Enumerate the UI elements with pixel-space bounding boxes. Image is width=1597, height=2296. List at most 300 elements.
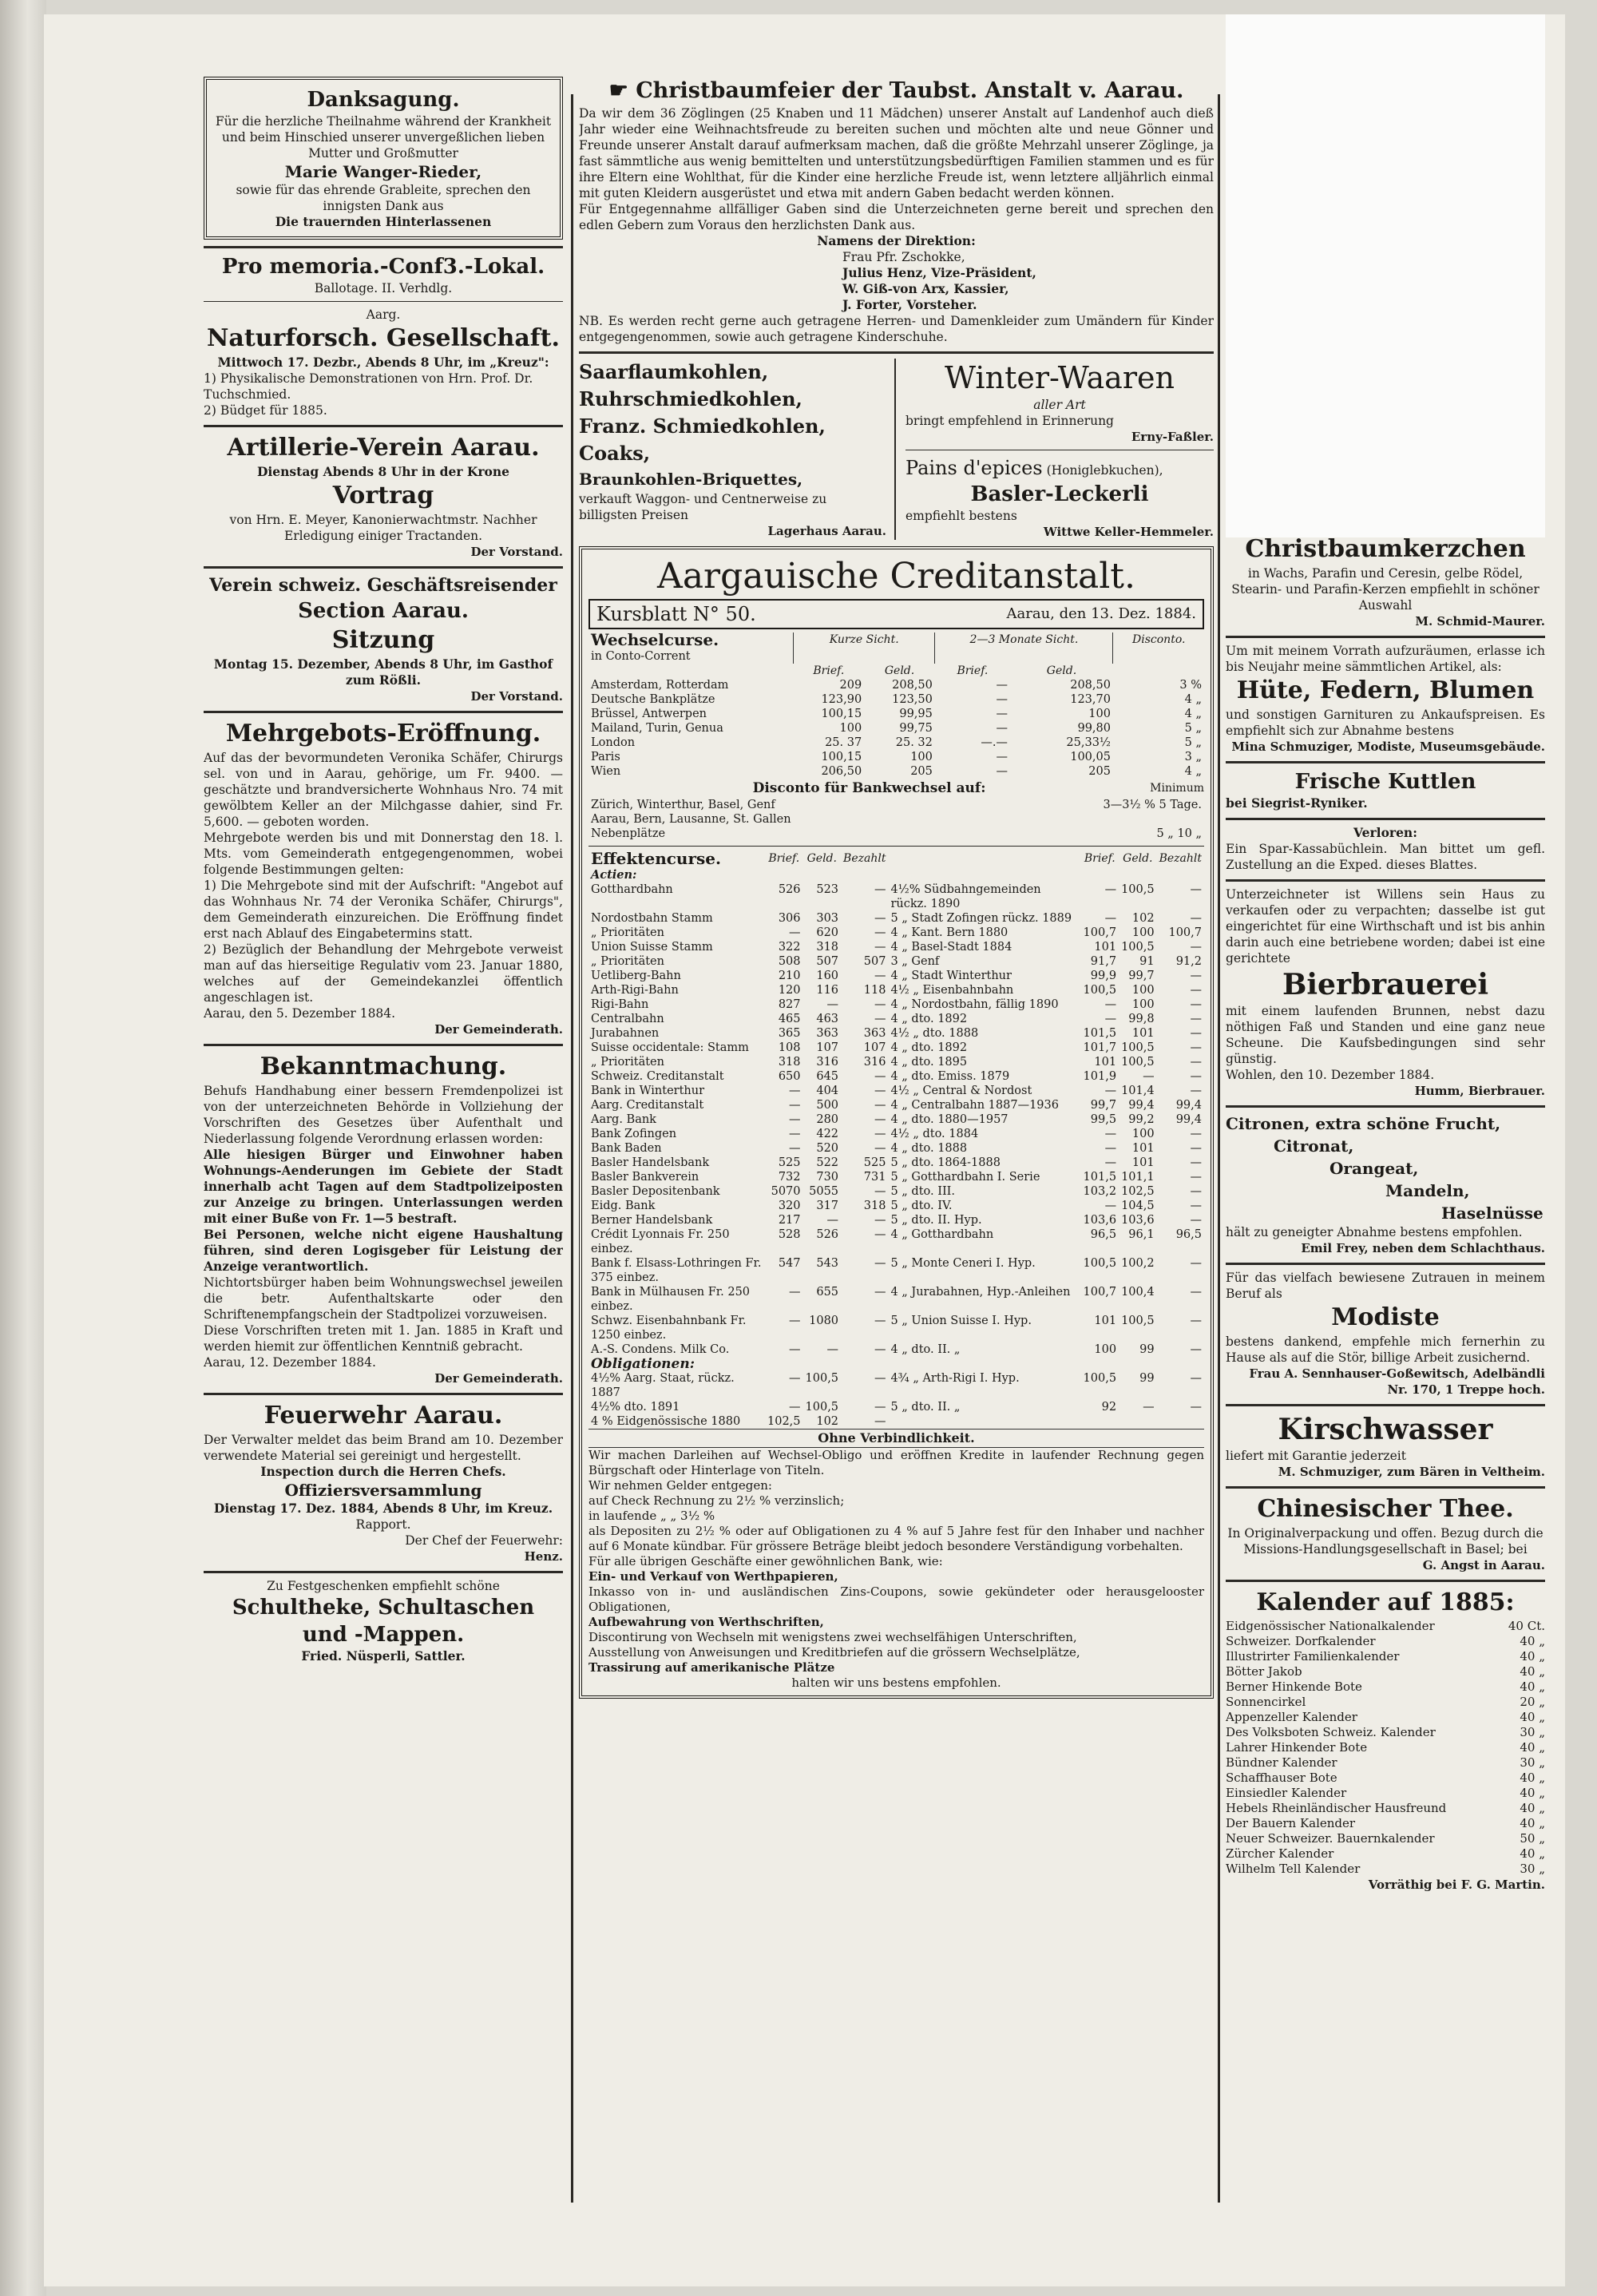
effekten-row [588, 1256, 1204, 1285]
table-cell: 99 [1139, 1343, 1155, 1356]
ad-body: und sonstigen Garnituren zu Ankaufspreisen. Es empfiehlt sich zur Abnahme bestens [1226, 708, 1545, 738]
table-cell: 322 [778, 941, 801, 954]
table-cell: 100,7 [1168, 926, 1202, 939]
ad-title: und -Mappen. [302, 1623, 465, 1647]
ad-winter-waaren [896, 359, 1214, 540]
ad-body: bei Siegrist-Ryniker. [1226, 795, 1368, 811]
table-cell [1119, 1414, 1157, 1429]
column-header: Brief. [957, 664, 989, 677]
book-spine [0, 0, 46, 2296]
table-cell [1157, 1414, 1204, 1429]
table-cell: — [1190, 1041, 1202, 1054]
ad-paragraph: Behufs Handhabung einer bessern Fremdenpolizei ist von der unterzeichneten Behörde in Vollziehung der Vorschriften des Gesetzes über Aufenthalt und Niederlassung folgende Verordnung erlassen worden: [204, 1084, 563, 1146]
ad-item: Saarflaumkohlen, [579, 360, 769, 383]
ad-date: Wohlen, den 10. Dezember 1884. [1226, 1068, 1435, 1082]
effekten-row [588, 1227, 1204, 1256]
table-cell: — [1190, 912, 1202, 925]
ads-row [579, 359, 1214, 540]
table-cell: — [1104, 1085, 1117, 1097]
ad-kohlen [579, 359, 896, 540]
ad-item: Haselnüsse [1441, 1204, 1544, 1223]
table-cell: — [996, 693, 1008, 706]
ad-note: NB. Es werden recht gerne auch getragene Herren- und Damenkleider zum Umändern für Kinder entgegengenommen, sowie auch getragene Kinderschuhe. [579, 314, 1214, 344]
ad-signature: Mina Schmuziger, Modiste, Museumsgebäude. [1231, 740, 1545, 754]
table-cell: 3 „ [1184, 751, 1202, 763]
table-cell: 40 „ [1520, 1801, 1545, 1815]
table-cell: 99,4 [1128, 1099, 1155, 1112]
ad-item: Ruhrschmiedkohlen, [579, 387, 802, 410]
table-cell: 316 [863, 1056, 886, 1069]
table-cell: Crédit Lyonnais Fr. 250 einbez. [591, 1228, 730, 1255]
table-cell: — [826, 1343, 839, 1356]
ad-paragraph: 1) Die Mehrgebote sind mit der Aufschrift: "Angebot auf das Wohnhaus Nr. 74 der Veronika Schäfer, Chirurgs", dem Gemeinderath einzureichen. Die Eröffnung findet erst nach Ablauf des Eingabetermins statt. [204, 878, 563, 941]
table-cell: 4 „ Basel-Stadt 1884 [890, 941, 1012, 954]
table-cell: 320 [778, 1200, 801, 1212]
table-cell: Der Bauern Kalender [1226, 1816, 1356, 1830]
disconto-value: 5 „ 10 „ [1156, 827, 1202, 840]
table-cell: Schweizer. Dorfkalender [1226, 1634, 1376, 1648]
ad-body: bringt empfehlend in Erinnerung [905, 414, 1114, 428]
table-cell: Deutsche Bankplätze [591, 693, 715, 706]
table-cell: 5 „ Union Suisse I. Hyp. [890, 1315, 1032, 1327]
ad-date: Aarau, den 5. Dezember 1884. [204, 1006, 396, 1021]
ad-title: Basler-Leckerli [970, 482, 1149, 506]
ad-naturforsch [204, 307, 563, 418]
table-cell: 100,5 [1121, 1041, 1155, 1054]
table-cell: 205 [1088, 765, 1111, 778]
table-cell: 102,5 [1121, 1185, 1155, 1198]
table-cell: 99,8 [1128, 1013, 1155, 1025]
table-cell: Bank f. Elsass-Lothringen Fr. 375 einbez. [591, 1257, 762, 1284]
table-cell: 99,5 [1090, 1113, 1117, 1126]
ad-title: Kalender auf 1885: [1256, 1588, 1515, 1616]
table-cell: 101 [1094, 1315, 1117, 1327]
ad-signature: M. Schmuziger, zum Bären in Veltheim. [1278, 1465, 1545, 1479]
bank-text: halten wir uns bestens empfohlen. [791, 1675, 1001, 1690]
ad-body: verkauft Waggon- und Centnerweise zu billigsten Preisen [579, 492, 827, 522]
ad-title: Mehrgebots-Eröffnung. [225, 720, 541, 747]
table-cell: — [1104, 1013, 1117, 1025]
column-header: 2—3 Monate Sicht. [935, 632, 1113, 664]
table-cell: — [874, 926, 886, 939]
effekten-row [588, 1342, 1204, 1357]
ad-title: Naturforsch. Gesellschaft. [206, 324, 560, 352]
table-cell: — [996, 722, 1008, 735]
disconto-title: Disconto für Bankwechsel auf: [752, 780, 986, 796]
table-cell: 363 [863, 1027, 886, 1040]
effekten-row [588, 1141, 1204, 1156]
table-cell: 5 „ dto. 1864-1888 [890, 1156, 1001, 1169]
table-cell: 123,70 [1070, 693, 1111, 706]
ad-name: Julius Henz, Vize-Präsident, [842, 265, 1036, 280]
ad-subtitle: Section Aarau. [298, 599, 469, 623]
table-cell: 210 [778, 970, 801, 982]
ad-subtitle: Ballotage. II. Verhdlg. [314, 281, 453, 295]
ad-headline: Sitzung [331, 626, 435, 654]
disconto-value: 3—3½ % 5 Tage. [1103, 799, 1202, 811]
table-cell: — [1190, 1056, 1202, 1069]
table-cell: — [1190, 1286, 1202, 1299]
table-cell: 5 „ dto. II. „ [890, 1401, 961, 1414]
table-cell: Mailand, Turin, Genua [591, 722, 723, 735]
table-cell: 101,9 [1083, 1070, 1117, 1083]
ad-item: Orangeat, [1330, 1159, 1419, 1178]
table-cell: Basler Depositenbank [591, 1185, 720, 1198]
kalender-item [1226, 1862, 1545, 1877]
effekten-row [588, 954, 1204, 969]
table-cell: Eidgenössischer Nationalkalender [1226, 1619, 1435, 1633]
table-cell: Lahrer Hinkender Bote [1226, 1740, 1368, 1755]
table-cell: Hebels Rheinländischer Hausfreund [1226, 1801, 1447, 1815]
table-cell: Jurabahnen [591, 1027, 660, 1040]
kalender-item [1226, 1710, 1545, 1725]
table-cell: 4 „ [1184, 693, 1202, 706]
table-cell: 404 [816, 1085, 839, 1097]
table-title: Effektencurse. [591, 849, 721, 868]
table-cell: Nordostbahn Stamm [591, 912, 713, 925]
column-header: Kurze Sicht. [794, 632, 935, 664]
table-cell: Neuer Schweizer. Bauernkalender [1226, 1831, 1435, 1846]
ad-item: Braunkohlen-Briquettes, [579, 470, 803, 489]
table-cell: 118 [863, 984, 886, 997]
kalender-item [1226, 1664, 1545, 1679]
table-cell: 40 „ [1520, 1816, 1545, 1830]
table-cell: 99,4 [1175, 1113, 1202, 1126]
table-cell: — [1143, 1401, 1155, 1414]
table-cell: 4 „ [1184, 765, 1202, 778]
table-cell: Berner Handelsbank [591, 1214, 713, 1227]
table-cell: 100,5 [1121, 1315, 1155, 1327]
table-cell: — [789, 1142, 801, 1155]
table-cell: 507 [816, 955, 839, 968]
ad-name: Frau Pfr. Zschokke, [842, 250, 965, 264]
ad-citronen [1226, 1112, 1545, 1256]
table-cell: 317 [816, 1200, 839, 1212]
ad-kuttlen [1226, 768, 1545, 811]
wechsel-row [588, 750, 1204, 764]
table-cell: 102 [816, 1415, 839, 1428]
table-cell: 107 [863, 1041, 886, 1054]
table-cell: 730 [816, 1171, 839, 1184]
table-cell: Schaffhauser Bote [1226, 1771, 1337, 1785]
table-cell: 4 „ dto. 1895 [890, 1056, 968, 1069]
wechsel-row [588, 721, 1204, 736]
table-cell: Arth-Rigi-Bahn [591, 984, 679, 997]
ad-line: Dienstag 17. Dez. 1884, Abends 8 Uhr, im Kreuz. [213, 1501, 553, 1516]
table-cell: 525 [778, 1156, 801, 1169]
table-cell: 101 [1131, 1142, 1155, 1155]
table-subtitle: Actien: [591, 868, 637, 882]
table-cell: 40 „ [1520, 1771, 1545, 1785]
ad-christbaumkerzchen [1226, 533, 1545, 629]
table-cell: Rigi-Bahn [591, 998, 649, 1011]
ad-paragraph: 2) Bezüglich der Behandlung der Mehrgebote verweist man auf das hierseitige Regulativ vom 23. Januar 1880, welches auf der Gemeindekanzlei öffentlich angeschlagen ist. [204, 942, 563, 1005]
table-cell: 500 [816, 1099, 839, 1112]
effekten-row [588, 997, 1204, 1012]
effekten-row [588, 1184, 1204, 1199]
table-cell: — [1190, 941, 1202, 954]
table-cell: —.— [981, 736, 1008, 749]
table-cell: 523 [816, 883, 839, 896]
table-cell: — [789, 1286, 801, 1299]
ad-body: bestens dankend, empfehle mich fernerhin zu Hause als auf die Stör, billige Arbeit zusichernd. [1226, 1334, 1545, 1365]
table-cell: 92 [1101, 1401, 1117, 1414]
table-cell: 732 [778, 1171, 801, 1184]
table-cell: — [874, 1372, 886, 1385]
ad-body: sowie für das ehrende Grableite, sprechen den innigsten Dank aus [236, 183, 531, 213]
ad-line: Namens der Direktion: [817, 233, 976, 248]
table-cell: 40 „ [1520, 1740, 1545, 1755]
table-cell: 5055 [809, 1185, 839, 1198]
ad-paragraph: Alle hiesigen Bürger und Einwohner haben Wohnungs-Aenderungen im Gebiete der Stadt innerhalb acht Tagen auf dem Stadtpolizeiposten zur Anzeige zu bringen. Unterlassungen werden mit einer Buße von Fr. 1—5 bestraft. [204, 1147, 563, 1226]
table-cell: 40 „ [1520, 1679, 1545, 1694]
table-cell: 50 „ [1520, 1831, 1545, 1846]
table-cell: 103,2 [1083, 1185, 1117, 1198]
ad-paragraph: Da wir dem 36 Zöglingen (25 Knaben und 11 Mädchen) unserer Anstalt auf Landenhof auch dieß Jahr wieder eine Weihnachtsfreude zu bereiten suchen und möchten alte und neue Gönner und Freunde unserer Anstalt darauf aufmerksam machen, daß die größte Mehrzahl unserer Zöglinge, ja fast sämmtliche aus wenig bemittelten und unterstützungsbedürftigen Familien stammen und es für ihre Eltern eine Wohlthat, für die Kinder eine herzliche Freude ist, wenn letztere alljährlich einmal mit guten Kleidern ausgerüstet und etwa mit andern Gaben bedacht werden können. [579, 106, 1214, 200]
ad-line: Montag 15. Dezember, Abends 8 Uhr, im Gasthof zum Rößli. [213, 656, 553, 688]
table-cell: 25. 37 [825, 736, 862, 749]
table-cell: 100 [1131, 984, 1155, 997]
table-cell: 4 „ Nordostbahn, fällig 1890 [890, 998, 1059, 1011]
ad-artillerie [204, 432, 563, 560]
table-cell: 40 „ [1520, 1846, 1545, 1861]
table-cell: A.-S. Condens. Milk Co. [591, 1343, 730, 1356]
table-cell: 4¾ „ Arth-Rigi I. Hyp. [890, 1372, 1020, 1385]
table-cell: — [1104, 1156, 1117, 1169]
table-cell: 4½% Südbahngemeinden rückz. 1890 [890, 883, 1041, 910]
table-cell: 655 [816, 1286, 839, 1299]
ad-signature: M. Schmid-Maurer. [1415, 614, 1545, 629]
kalender-list [1226, 1619, 1545, 1877]
table-cell: 520 [816, 1142, 839, 1155]
table-cell: 99,4 [1175, 1099, 1202, 1112]
column-header: Bezahlt [1159, 852, 1202, 865]
table-cell [1081, 1414, 1119, 1429]
effekten-row [588, 1112, 1204, 1127]
ad-item: 1) Physikalische Demonstrationen von Hrn. Prof. Dr. Tuchschmied. [204, 371, 533, 402]
effekten-row [588, 1199, 1204, 1213]
ad-mehrgebots [204, 718, 563, 1037]
table-cell: 1080 [809, 1315, 839, 1327]
table-cell: — [874, 1286, 886, 1299]
table-cell: 100,05 [1070, 751, 1111, 763]
table-cell: 100,15 [821, 708, 862, 720]
wechselcurse-table [588, 632, 1204, 779]
table-cell: 363 [816, 1027, 839, 1040]
table-cell: 40 „ [1520, 1649, 1545, 1664]
table-cell: 4 „ Gotthardbahn [890, 1228, 994, 1241]
bank-service: Inkasso von in- und ausländischen Zins-Coupons, sowie gekündeter oder herausgelooster Obligationen, [588, 1584, 1204, 1614]
ad-creditanstalt [579, 546, 1214, 1699]
table-cell: 507 [863, 955, 886, 968]
table-cell: — [874, 883, 886, 896]
column-header: Bezahlt [843, 852, 886, 865]
effekten-row [588, 1098, 1204, 1112]
table-cell: Gotthardbahn [591, 883, 673, 896]
table-cell: London [591, 736, 636, 749]
table-cell: 5 „ Stadt Zofingen rückz. 1889 [890, 912, 1072, 925]
table-cell: 101,5 [1083, 1027, 1117, 1040]
table-cell: 30 „ [1520, 1862, 1545, 1876]
obligationen-row [588, 1414, 1204, 1429]
table-cell: — [1190, 984, 1202, 997]
table-cell: 123,90 [821, 693, 862, 706]
table-cell: 100,7 [1083, 926, 1117, 939]
table-cell: 91 [1139, 955, 1155, 968]
table-cell: — [874, 1013, 886, 1025]
table-cell: — [874, 1070, 886, 1083]
table-cell: 528 [778, 1228, 801, 1241]
effekten-row [588, 1084, 1204, 1098]
table-cell: 116 [816, 984, 839, 997]
table-cell: 96,1 [1128, 1228, 1155, 1241]
table-cell: Einsiedler Kalender [1226, 1786, 1347, 1800]
ad-title: Bekanntmachung. [260, 1053, 507, 1081]
table-cell: 100 [910, 751, 933, 763]
ad-body: In Originalverpackung und offen. Bezug durch die Missions-Handlungsgesellschaft in Basel; bei [1227, 1526, 1544, 1556]
table-cell: 96,5 [1090, 1228, 1117, 1241]
table-cell: 100,7 [1083, 1286, 1117, 1299]
table-cell: — [996, 765, 1008, 778]
ad-pretitle: Für das vielfach bewiesene Zutrauen in meinem Beruf als [1226, 1271, 1545, 1301]
table-cell: 4 „ [1184, 708, 1202, 720]
table-cell: 100,5 [805, 1401, 839, 1414]
table-cell: Illustrirter Familienkalender [1226, 1649, 1400, 1664]
ad-title: Modiste [1331, 1303, 1440, 1331]
table-cell: 120 [778, 984, 801, 997]
table-cell: 103,6 [1083, 1214, 1117, 1227]
ad-title: Verein schweiz. Geschäftsreisender [209, 575, 557, 596]
ad-item: 2) Büdget für 1885. [204, 403, 327, 418]
table-cell: — [1190, 1156, 1202, 1169]
table-cell: — [874, 1099, 886, 1112]
table-cell: Sonnencirkel [1226, 1695, 1306, 1709]
table-cell: Des Volksboten Schweiz. Kalender [1226, 1725, 1436, 1739]
wechsel-row [588, 707, 1204, 721]
table-cell: — [1104, 1200, 1117, 1212]
table-cell: 620 [816, 926, 839, 939]
column-left [204, 77, 563, 1664]
table-cell: 4 „ dto. 1892 [890, 1013, 968, 1025]
table-cell: — [1190, 1343, 1202, 1356]
table-cell: 303 [816, 912, 839, 925]
ad-title: Bierbrauerei [1282, 968, 1489, 1001]
table-cell: — [1104, 998, 1117, 1011]
table-cell: 100,5 [1083, 984, 1117, 997]
ad-title: Christbaumfeier der Taubst. Anstalt v. Aarau. [636, 78, 1184, 103]
table-cell: 30 „ [1520, 1725, 1545, 1739]
table-cell: 40 „ [1520, 1710, 1545, 1724]
table-cell: — [789, 1128, 801, 1140]
table-subtitle: Obligationen: [591, 1356, 695, 1372]
table-cell: 208,50 [1070, 679, 1111, 692]
ad-line: Der Chef der Feuerwehr: [405, 1533, 563, 1548]
table-cell: 20 „ [1520, 1695, 1545, 1709]
ad-title: Verloren: [1353, 825, 1417, 840]
table-cell: — [1190, 998, 1202, 1011]
table-cell: Wien [591, 765, 621, 778]
table-cell: 731 [863, 1171, 886, 1184]
table-cell: 40 „ [1520, 1664, 1545, 1679]
table-cell: 101 [1094, 1056, 1117, 1069]
table-cell: 4 „ Stadt Winterthur [890, 970, 1012, 982]
table-cell: 4 „ dto. 1888 [890, 1142, 968, 1155]
table-cell: 4½ „ Eisenbahnbahn [890, 984, 1014, 997]
bank-text: in laufende „ „ 3½ % [588, 1509, 715, 1523]
ad-title: Hüte, Federn, Blumen [1236, 676, 1535, 704]
ad-signature: Fried. Nüsperli, Sattler. [301, 1648, 466, 1664]
ad-signature: Henz. [524, 1549, 563, 1564]
pointing-hand-icon: ☛ [608, 78, 636, 103]
table-cell: — [874, 1085, 886, 1097]
table-cell: 99,7 [1128, 970, 1155, 982]
table-cell: 522 [816, 1156, 839, 1169]
table-cell: 99,9 [1090, 970, 1117, 982]
table-cell: 4½ „ dto. 1884 [890, 1128, 979, 1140]
effekten-row [588, 1314, 1204, 1342]
ad-kalender [1226, 1587, 1545, 1893]
table-cell: 5 „ [1184, 722, 1202, 735]
ad-body: hält zu geneigter Abnahme bestens empfohlen. [1226, 1225, 1523, 1239]
table-cell: Suisse occidentale: Stamm [591, 1041, 749, 1054]
table-cell: 108 [778, 1041, 801, 1054]
table-cell: — [826, 998, 839, 1011]
table-cell: 102 [1131, 912, 1155, 925]
column-rule-right [1218, 94, 1220, 2203]
table-cell: Schweiz. Creditanstalt [591, 1070, 724, 1083]
table-cell: Union Suisse Stamm [591, 941, 713, 954]
column-header: Geld. [884, 664, 915, 677]
bank-service: Aufbewahrung von Werthschriften, [588, 1615, 824, 1629]
disconto-place: Aarau, Bern, Lausanne, St. Gallen [591, 813, 791, 826]
table-cell: 316 [816, 1056, 839, 1069]
ad-paragraph: Nichtortsbürger haben beim Wohnungswechsel jeweilen die betr. Aufenthaltskarte oder den Schriftenempfangschein der Stadtpolizei vorzuweisen. [204, 1275, 563, 1322]
table-title: Wechselcurse. [591, 630, 719, 649]
ad-signature: G. Angst in Aarau. [1422, 1558, 1545, 1572]
column-right [1226, 533, 1545, 1893]
ad-verein [204, 573, 563, 704]
table-cell: 100 [1131, 926, 1155, 939]
ad-title: Feuerwehr Aarau. [264, 1402, 503, 1430]
bank-text: Für alle übrigen Geschäfte einer gewöhnlichen Bank, wie: [588, 1554, 943, 1568]
table-cell: 99,2 [1128, 1113, 1155, 1126]
table-cell: — [874, 1257, 886, 1270]
table-cell: 40 Ct. [1508, 1619, 1545, 1633]
ad-item: Mandeln, [1385, 1181, 1470, 1200]
ad-item: Citronen, extra schöne Frucht, [1226, 1114, 1501, 1133]
ad-pro-memoria [204, 253, 563, 296]
ad-title: Danksagung. [307, 88, 460, 112]
table-cell: Paris [591, 751, 620, 763]
table-cell: 99,75 [899, 722, 933, 735]
table-cell: — [996, 751, 1008, 763]
table-cell: Wilhelm Tell Kalender [1226, 1862, 1361, 1876]
effekten-row [588, 1012, 1204, 1026]
ad-pretitle: Aarg. [366, 307, 401, 322]
table-cell: 107 [816, 1041, 839, 1054]
table-cell: — [874, 1343, 886, 1356]
ad-body: empfiehlt bestens [905, 509, 1017, 523]
table-cell: Bank Baden [591, 1142, 662, 1155]
table-cell: 25. 32 [895, 736, 933, 749]
table-cell: 209 [839, 679, 862, 692]
ad-body: mit einem laufenden Brunnen, nebst dazu nöthigen Faß und Standen und eine ganz neue Scheune. Die Kaufsbedingungen sind sehr günstig. [1226, 1004, 1545, 1066]
table-cell: 526 [778, 883, 801, 896]
table-cell: — [1104, 1128, 1117, 1140]
table-cell: — [1104, 912, 1117, 925]
ad-feuerwehr [204, 1400, 563, 1564]
ad-bierbrauerei [1226, 886, 1545, 1099]
